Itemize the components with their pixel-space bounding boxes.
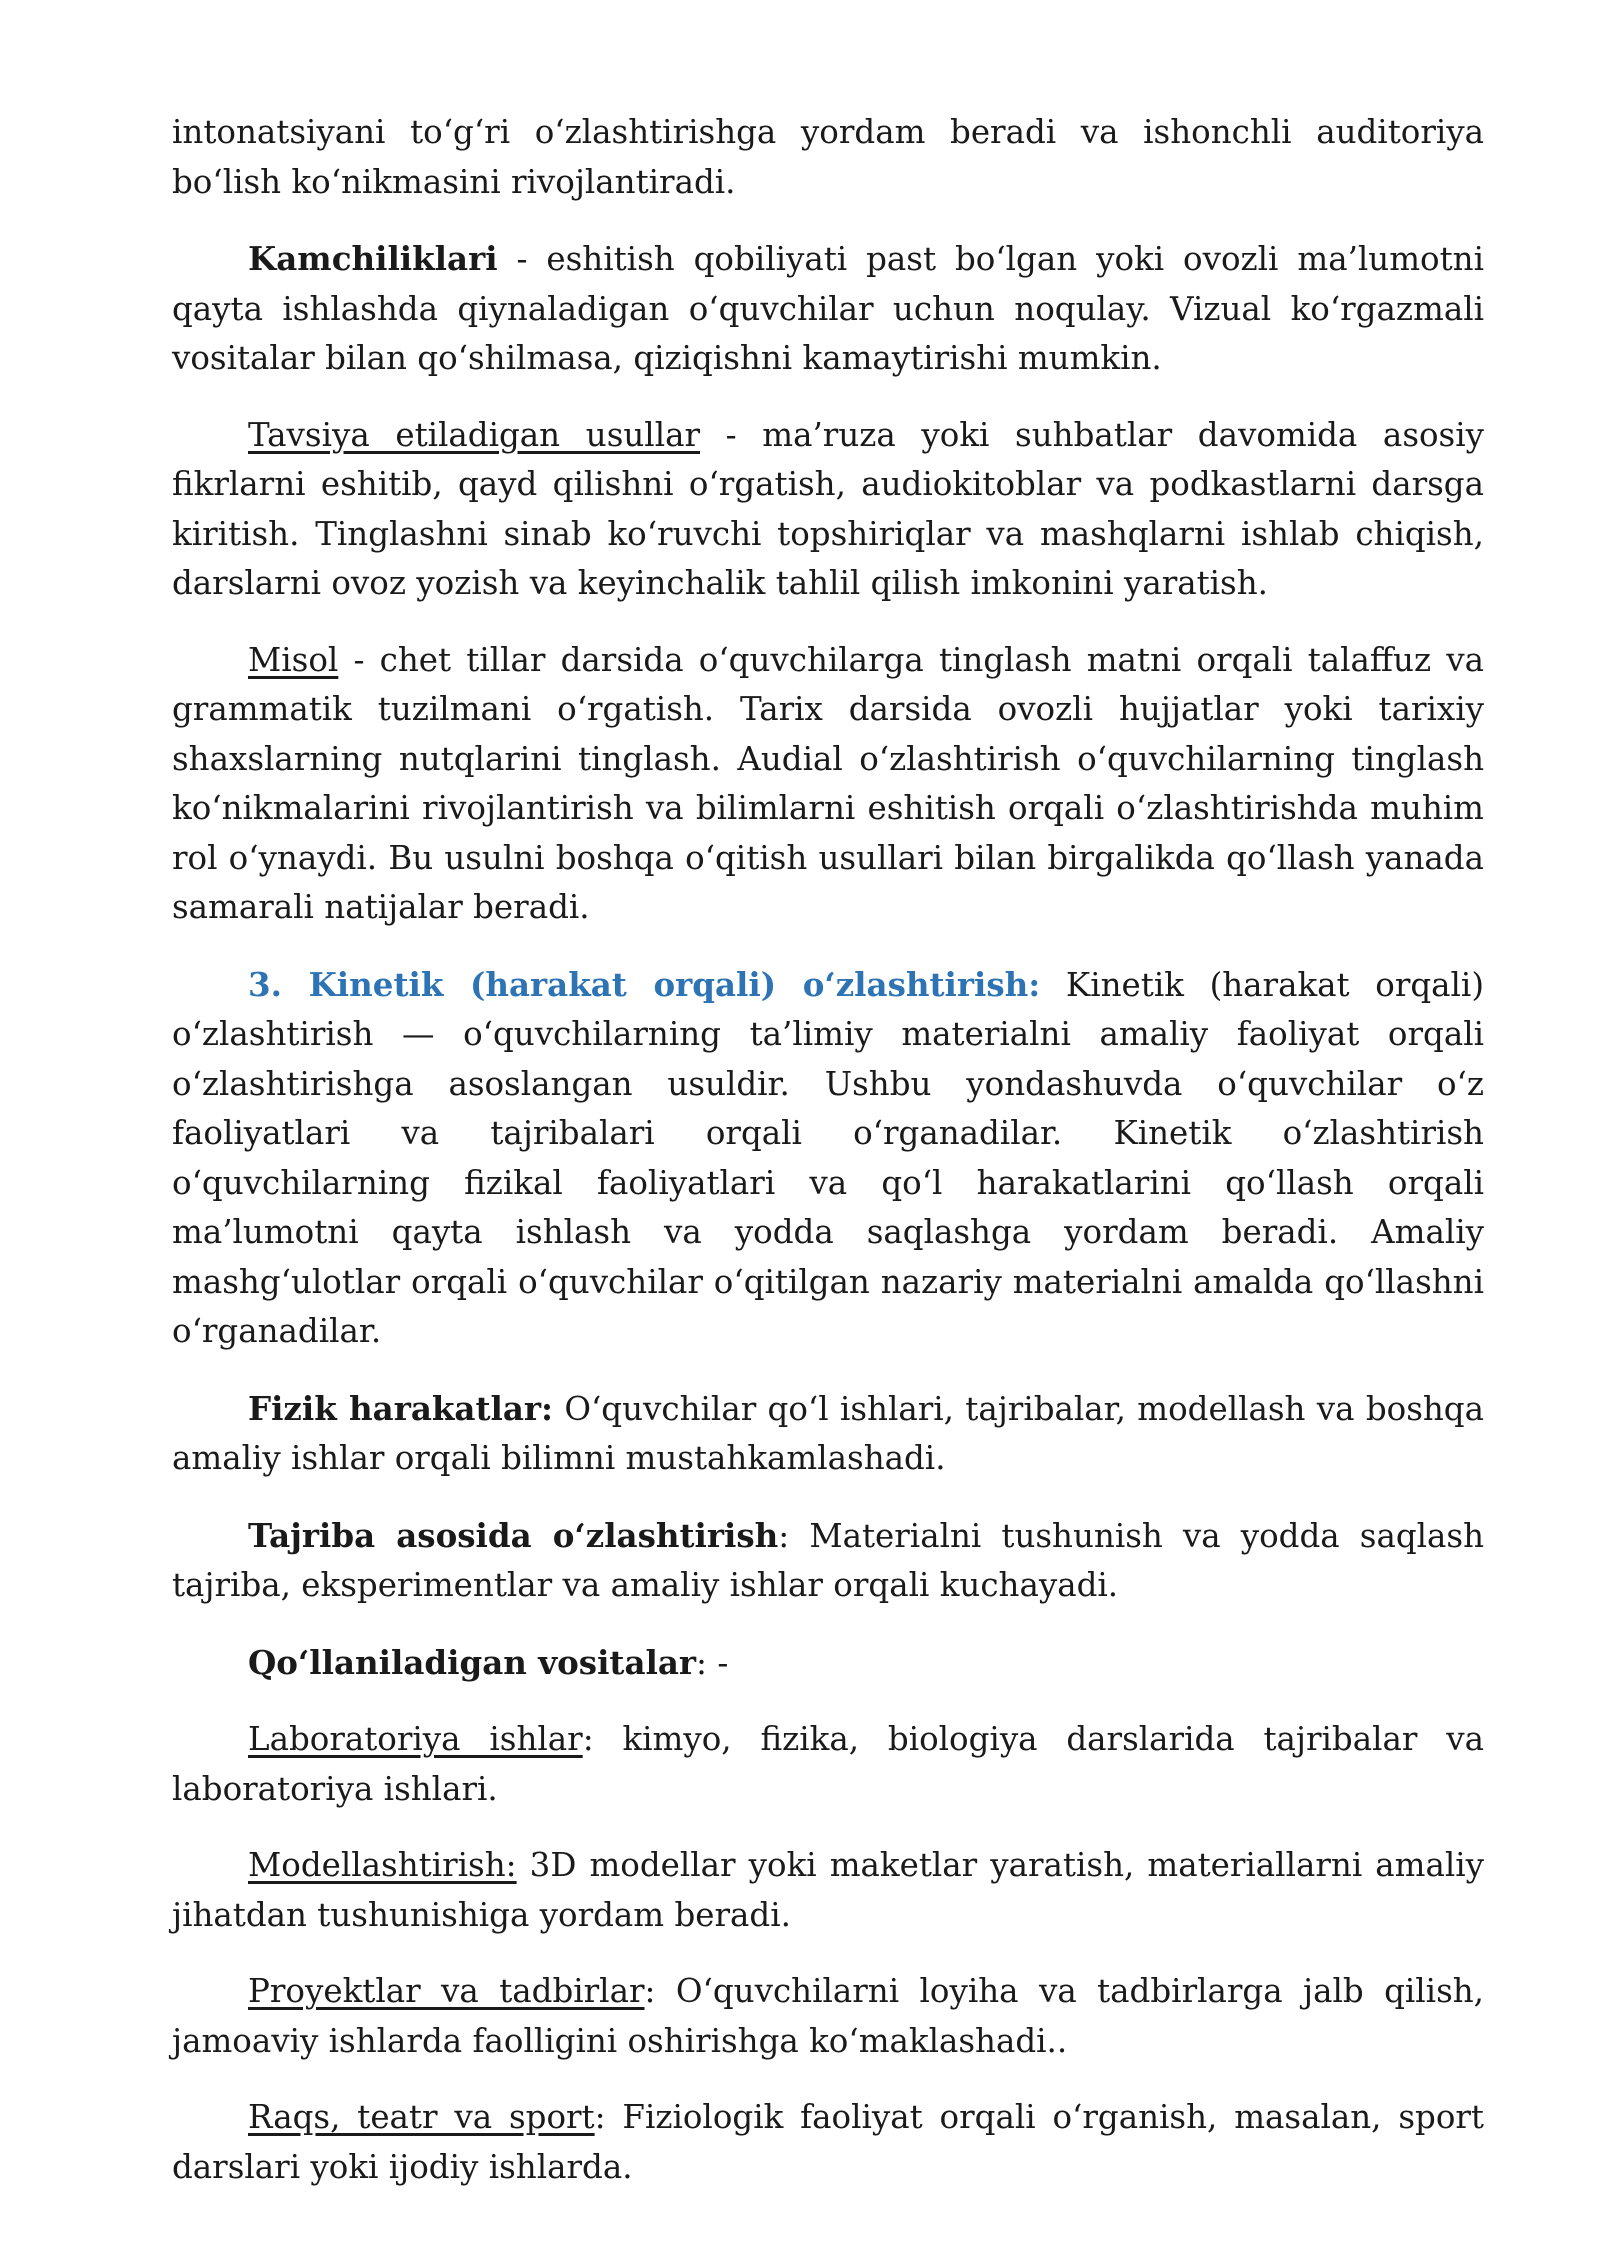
paragraph-text: Kinetik (harakat orqali) o‘zlashtirish — o‘quvchilarning ta’limiy materialni amaliy faoliyat orqali o‘zlashtirishga asoslangan usuldir. Ushbu yondashuvda o‘quvchilar o‘z faoliyatlari va tajribalari orqali o‘rganadilar. Kinetik o‘zlashtirish o‘quvchilarning fizikal faoliyatlari va qo‘l harakatlarini qo‘llash orqali ma’lumotni qayta ishlash va yodda saqlashga yordam beradi. Amaliy mashg‘ulotlar orqali o‘quvchilar o‘qitilgan nazariy materialni amalda qo‘llashni o‘rganadilar. — [172, 965, 1485, 1350]
drawbacks-label: Kamchiliklari — [248, 239, 498, 278]
paragraph-text: - chet tillar darsida o‘quvchilarga tinglash matni orqali talaffuz va grammatik tuzilmani o‘rgatish. Tarix darsida ovozli hujjatlar yoki tarixiy shaxslarning nutqlarini tinglash. Audial o‘zlashtirish o‘quvchilarning tinglash ko‘nikmalarini rivojlantirish va bilimlarni eshitish orqali o‘zlashtirishda muhim rol o‘ynaydi. Bu usulni boshqa o‘qitish usullari bilan birgalikda qo‘llash yanada samarali natijalar beradi. — [172, 640, 1484, 926]
physical-movements-label: Fizik harakatlar: — [248, 1388, 554, 1428]
example-label: Misol — [248, 640, 339, 679]
paragraph-text: O‘quvchilar qo‘l ishlari, tajribalar, modellash va boshqa amaliy ishlar orqali bilimni mustahkamlashadi. — [172, 1389, 1484, 1477]
modelling-label: Modellashtirish: — [248, 1846, 517, 1884]
paragraph-text: : Fiziologik faoliyat orqali o‘rganish, masalan, sport darslari yoki ijodiy ishlarda. — [172, 2098, 1484, 2186]
paragraph-experience-based — [172, 1511, 1484, 1611]
paragraph-modelling — [172, 1841, 1484, 1940]
paragraph-laboratory — [172, 1715, 1484, 1814]
experience-based-label: Tajriba asosida o‘zlashtirish — [248, 1515, 779, 1555]
paragraph-text: : O‘quvchilarni loyiha va tadbirlarga jalb qilish, jamoaviy ishlarda faolligini oshirishga ko‘maklashadi.. — [172, 1972, 1485, 2060]
paragraph-recommended-methods — [172, 411, 1484, 609]
document-page — [172, 108, 1484, 2219]
paragraph-physical-movements — [172, 1384, 1484, 1484]
paragraph-tools — [172, 1638, 1484, 1689]
paragraph-text: : kimyo, fizika, biologiya darslarida tajribalar va laboratoriya ishlari. — [172, 1720, 1484, 1808]
dance-theatre-sport-label: Raqs, teatr va sport — [248, 2098, 595, 2136]
paragraph-kinetic — [172, 960, 1484, 1357]
paragraph-example — [172, 636, 1484, 933]
recommended-methods-label: Tavsiya etiladigan usullar — [248, 415, 700, 454]
paragraph-drawbacks — [172, 234, 1484, 384]
paragraph-dance-theatre-sport — [172, 2093, 1484, 2192]
paragraph-text: : Materialni tushunish va yodda saqlash tajriba, eksperimentlar va amaliy ishlar orqali kuchayadi. — [172, 1516, 1484, 1604]
paragraph-intonation — [172, 108, 1484, 207]
projects-label: Proyektlar va tadbirlar — [248, 1972, 645, 2010]
paragraph-text: - ma’ruza yoki suhbatlar davomida asosiy fikrlarni eshitib, qayd qilishni o‘rgatish, audiokitoblar va podkastlarni darsga kiritish. Tinglashni sinab ko‘ruvchi topshiriqlar va mashqlarni ishlab chiqish, darslarni ovoz yozish va keyinchalik tahlil qilish imkonini yaratish. — [172, 415, 1484, 602]
tools-label: Qo‘llaniladigan vositalar — [248, 1642, 697, 1682]
paragraph-text: 3D modellar yoki maketlar yaratish, materiallarni amaliy jihatdan tushunishiga yordam beradi. — [172, 1846, 1484, 1934]
paragraph-projects — [172, 1967, 1484, 2066]
paragraph-text: : - — [696, 1643, 729, 1682]
section-heading-kinetic: 3. Kinetik (harakat orqali) o‘zlashtirish: — [248, 964, 1041, 1004]
paragraph-text: - eshitish qobiliyati past bo‘lgan yoki ovozli ma’lumotni qayta ishlashda qiynaladigan o‘quvchilar uchun noqulay. Vizual ko‘rgazmali vositalar bilan qo‘shilmasa, qiziqishni kamaytirishi mumkin. — [172, 240, 1484, 377]
paragraph-text: intonatsiyani to‘g‘ri o‘zlashtirishga yordam beradi va ishonchli auditoriya bo‘lish ko‘nikmasini rivojlantiradi. — [172, 113, 1484, 201]
laboratory-label: Laboratoriya ishlar — [248, 1720, 583, 1758]
